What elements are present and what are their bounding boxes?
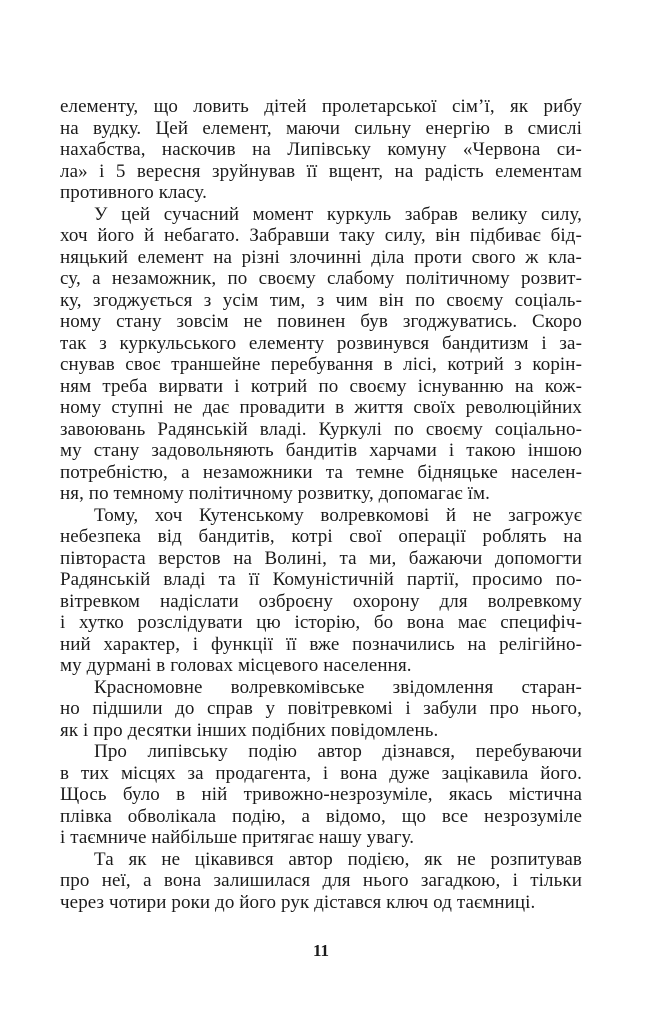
text-line: снував своє траншейне перебування в лісі, котрий з корін-	[60, 354, 582, 375]
text-line: небезпека від бандитів, котрі свої операції роблять на	[60, 526, 582, 547]
text-line: ку, згоджується з усім тим, з чим він по своєму соціаль-	[60, 289, 582, 311]
text-line: Та як не цікавився автор подією, як не розпитував	[94, 848, 582, 870]
text-line: елементу, що ловить дітей пролетарської сім’ї, як рибу	[60, 96, 582, 117]
text-line: су, а незаможник, по своєму слабому політичному розвит-	[60, 268, 582, 289]
text-line: і таємниче найбільше притягає нашу увагу.	[60, 827, 415, 848]
text-line: Радянській владі та її Комуністичній партії, просимо по-	[60, 569, 582, 590]
text-line: У цей сучасний момент куркуль забрав велику силу,	[94, 203, 582, 225]
page-text	[60, 96, 582, 913]
text-line: потребністю, а незаможники та темне бідняцьке населен-	[60, 461, 582, 483]
text-line: ня, по темному політичному розвитку, допомагає їм.	[60, 483, 490, 504]
text-line: Красномовне волревкомівське звідомлення старан-	[94, 676, 582, 698]
text-line: противного класу.	[60, 182, 207, 203]
text-line: в тих місцях за продагента, і вона дуже зацікавила його.	[60, 762, 582, 784]
text-line: хоч його й небагато. Забравши таку силу, він підбиває бід-	[60, 225, 582, 246]
text-line: як і про десятки інших подібних повідомлень.	[60, 719, 439, 741]
text-line: няцький елемент на різні злочинні діла проти свого ж кла-	[60, 246, 582, 268]
page-number: 11	[312, 941, 330, 960]
text-line: му дурмані в головах місцевого населення.	[60, 655, 412, 676]
text-line: півтораста верстов на Волині, та ми, бажаючи допомогти	[60, 547, 582, 569]
text-line: но підшили до справ у повітревкомі і забули про нього,	[60, 698, 582, 719]
text-line: Про липівську подію автор дізнався, перебуваючи	[94, 741, 582, 762]
text-line: Щось було в ній тривожно-незрозуміле, якась містична	[60, 784, 582, 805]
text-line: ла» і 5 вересня зруйнував її вщент, на радість елементам	[60, 160, 582, 182]
text-line: через чотири роки до його рук дістався ключ од таємниці.	[60, 891, 536, 913]
text-line: нахабства, наскочив на Липівську комуну «Червона си-	[60, 139, 582, 160]
text-line: завоювань Радянській владі. Куркулі по своєму соціально-	[60, 418, 582, 440]
text-line: ному ступні не дає провадити в життя своїх революційних	[60, 397, 582, 418]
text-line: так з куркульського елементу розвинувся бандитизм і за-	[60, 332, 582, 354]
text-line: ний характер, і функції її вже позначились на релігійно-	[60, 633, 582, 655]
text-line: плівка обволікала подію, а відомо, що все незрозуміле	[60, 805, 582, 827]
text-line: на вудку. Цей елемент, маючи сильну енергію в смислі	[60, 117, 582, 139]
text-line: про неї, а вона залишилася для нього загадкою, і тільки	[60, 870, 582, 891]
text-line: ному стану зовсім не повинен був згоджуватись. Скоро	[60, 311, 582, 332]
text-line: му стану задовольняють бандитів харчами і такою іншою	[60, 440, 582, 461]
text-line: Тому, хоч Кутенському волревкомові й не загрожує	[94, 504, 582, 526]
text-line: вітревком надіслати озброєну охорону для волревкому	[60, 590, 582, 612]
text-line: ням треба вирвати і котрий по своєму існуванню на кож-	[60, 375, 582, 397]
text-line: і хутко розслідувати цю історію, бо вона має специфіч-	[60, 612, 582, 633]
